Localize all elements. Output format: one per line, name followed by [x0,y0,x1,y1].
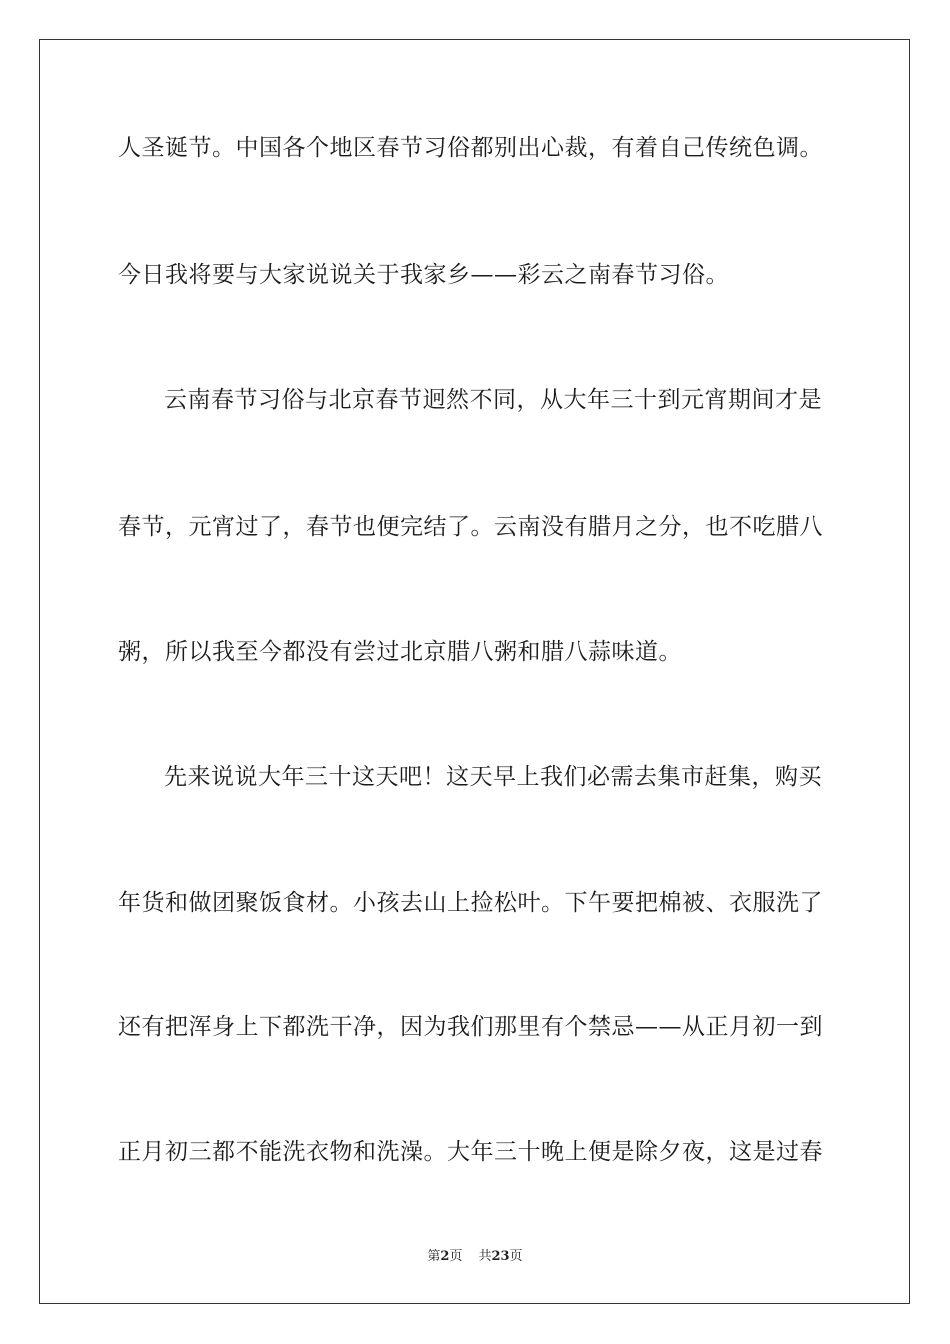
total-prefix: 共 [478,1249,492,1264]
text-line-7-content: 年货和做团聚饭食材。小孩去山上捡松叶。下午要把棉被、衣服洗了 [118,890,823,916]
text-line-8 [0,1007,950,1047]
text-line-5 [0,632,950,672]
text-line-4 [0,507,950,547]
text-line-1 [0,128,950,168]
total-pages: 23 [491,1249,510,1264]
page-suffix: 页 [449,1249,463,1264]
text-line-9 [0,1132,950,1172]
text-line-6 [0,757,950,797]
text-line-7 [0,883,950,923]
text-line-9-content: 正月初三都不能洗衣物和洗澡。大年三十晚上便是除夕夜，这是过春 [118,1139,823,1165]
text-line-8-content: 还有把浑身上下都洗干净，因为我们那里有个禁忌——从正月初一到 [118,1014,823,1040]
text-line-2 [0,255,950,295]
text-line-5-content: 粥，所以我至今都没有尝过北京腊八粥和腊八蒜味道。 [118,639,682,665]
text-line-2-content: 今日我将要与大家说说关于我家乡——彩云之南春节习俗。 [118,262,729,288]
text-line-4-content: 春节，元宵过了，春节也便完结了。云南没有腊月之分，也不吃腊八 [118,514,823,540]
page-number: 2 [440,1249,450,1264]
text-line-3 [0,380,950,420]
page-prefix: 第 [427,1249,441,1264]
total-suffix: 页 [509,1249,523,1264]
text-line-6-content: 先来说说大年三十这天吧！这天早上我们必需去集市赶集，购买 [164,764,822,790]
text-line-1-content: 人圣诞节。中国各个地区春节习俗都别出心裁，有着自己传统色调。 [118,135,823,161]
text-line-3-content: 云南春节习俗与北京春节迥然不同，从大年三十到元宵期间才是 [164,387,822,413]
page-footer [0,1245,950,1269]
